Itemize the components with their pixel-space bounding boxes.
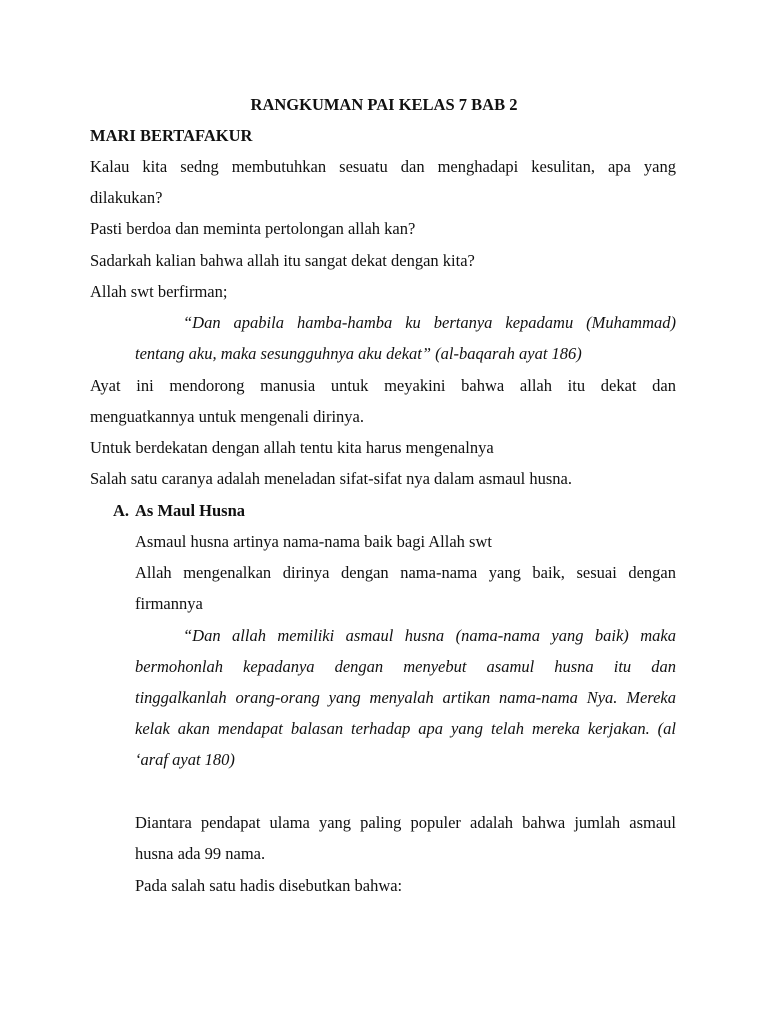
quote-line: ‘araf ayat 180) xyxy=(135,750,235,769)
paragraph-line: Sadarkah kalian bahwa allah itu sangat dekat dengan kita? xyxy=(90,251,475,270)
section-heading-a xyxy=(0,501,768,521)
paragraph-line: husna ada 99 nama. xyxy=(135,844,266,863)
paragraph-line: Ayat ini mendorong manusia untuk meyakini bahwa allah itu dekat dan xyxy=(90,376,676,395)
paragraph-line: Asmaul husna artinya nama-nama baik bagi Allah swt xyxy=(135,532,492,551)
paragraph-line: firmannya xyxy=(135,594,203,613)
heading-mari-bertafakur: MARI BERTAFAKUR xyxy=(90,126,253,145)
quote-line: “Dan allah memiliki asmaul husna (nama-nama yang baik) maka xyxy=(183,626,676,645)
paragraph-line: dilakukan? xyxy=(90,188,163,207)
quote-line: “Dan apabila hamba-hamba ku bertanya kepadamu (Muhammad) xyxy=(183,313,676,332)
quote-line: kelak akan mendapat balasan terhadap apa yang telah mereka kerjakan. (al xyxy=(135,719,676,738)
paragraph-line: menguatkannya untuk mengenali dirinya. xyxy=(90,407,365,426)
paragraph-line: Allah mengenalkan dirinya dengan nama-nama yang baik, sesuai dengan xyxy=(135,563,676,582)
paragraph-line: Diantara pendapat ulama yang paling populer adalah bahwa jumlah asmaul xyxy=(135,813,676,832)
section-label: A. xyxy=(113,501,130,520)
paragraph-line: Pada salah satu hadis disebutkan bahwa: xyxy=(135,876,403,895)
paragraph-line: Allah swt berfirman; xyxy=(90,282,228,301)
quote-line: tinggalkanlah orang-orang yang menyalah artikan nama-nama Nya. Mereka xyxy=(135,688,676,707)
document-title: RANGKUMAN PAI KELAS 7 BAB 2 xyxy=(250,95,518,114)
paragraph-line: Untuk berdekatan dengan allah tentu kita harus mengenalnya xyxy=(90,438,494,457)
quote-line: tentang aku, maka sesungguhnya aku dekat” (al-baqarah ayat 186) xyxy=(135,344,582,363)
paragraph-line: Kalau kita sedng membutuhkan sesuatu dan menghadapi kesulitan, apa yang xyxy=(90,157,676,176)
section-title: As Maul Husna xyxy=(135,501,246,520)
quote-line: bermohonlah kepadanya dengan menyebut asamul husna itu dan xyxy=(135,657,676,676)
paragraph-line: Pasti berdoa dan meminta pertolongan allah kan? xyxy=(90,219,416,238)
paragraph-line: Salah satu caranya adalah meneladan sifat-sifat nya dalam asmaul husna. xyxy=(90,469,572,488)
